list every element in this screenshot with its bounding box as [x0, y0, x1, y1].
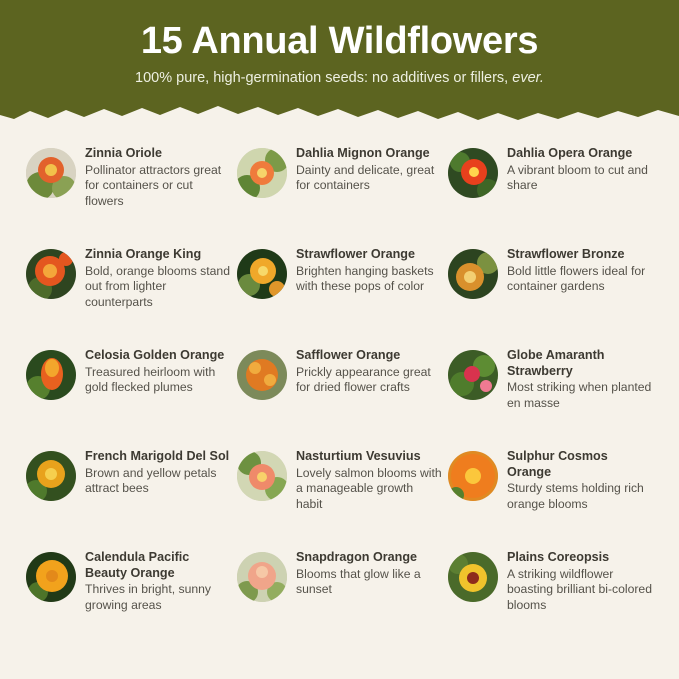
list-item[interactable]	[448, 241, 653, 342]
flower-name: Zinnia Oriole	[85, 146, 162, 160]
flower-description: Brighten hanging baskets with these pops of color	[296, 263, 434, 294]
flower-thumbnail-icon	[26, 249, 76, 299]
flower-text	[85, 550, 231, 613]
flower-text	[296, 247, 442, 295]
list-item[interactable]	[26, 443, 231, 544]
flower-thumbnail-icon	[237, 552, 287, 602]
flower-thumbnail-icon	[448, 451, 498, 501]
flower-name: Calendula Pacific Beauty Orange	[85, 550, 190, 580]
list-item[interactable]	[26, 544, 231, 645]
flower-thumbnail-icon	[448, 148, 498, 198]
flower-thumbnail-icon	[26, 552, 76, 602]
flower-name: Globe Amaranth Strawberry	[507, 348, 605, 378]
flower-description: Thrives in bright, sunny growing areas	[85, 582, 211, 612]
flower-text	[296, 348, 442, 396]
flower-name: Plains Coreopsis	[507, 550, 610, 564]
page-title: 15 Annual Wildflowers	[140, 20, 539, 62]
flower-thumbnail-icon	[26, 451, 76, 501]
list-item[interactable]	[448, 140, 653, 241]
flower-description: A vibrant bloom to cut and share	[507, 162, 648, 193]
flower-name: Zinnia Orange King	[85, 247, 202, 261]
flower-description: Blooms that glow like a sunset	[296, 566, 421, 597]
flower-description: Bold little flowers ideal for container gardens	[507, 263, 646, 294]
list-item[interactable]	[26, 140, 231, 241]
flower-description: Pollinator attractors great for containers or cut flowers	[85, 162, 222, 208]
flower-text	[507, 247, 653, 295]
flower-name: Snapdragon Orange	[296, 550, 418, 564]
flower-text	[85, 449, 231, 497]
flower-name: Celosia Golden Orange	[85, 348, 225, 362]
flower-description: Brown and yellow petals attract bees	[85, 465, 217, 496]
list-item[interactable]	[26, 342, 231, 443]
subtitle-plain: 100% pure, high-germination seeds: no additives or fillers,	[135, 70, 513, 86]
flower-text	[296, 449, 442, 512]
list-item[interactable]	[448, 342, 653, 443]
flower-text	[507, 550, 653, 613]
flower-name: Safflower Orange	[296, 348, 401, 362]
flower-name: Strawflower Bronze	[507, 247, 625, 261]
flower-name: Sulphur Cosmos Orange	[507, 449, 608, 479]
list-item[interactable]	[237, 544, 442, 645]
flower-description: A striking wildflower boasting brilliant bi-colored blooms	[507, 566, 652, 612]
flower-text	[85, 348, 231, 396]
flower-name: Strawflower Orange	[296, 247, 415, 261]
flower-thumbnail-icon	[237, 249, 287, 299]
flower-thumbnail-icon	[448, 249, 498, 299]
flower-text	[85, 146, 231, 209]
list-item[interactable]	[237, 342, 442, 443]
poster-header	[0, 0, 679, 126]
list-item[interactable]	[448, 443, 653, 544]
flower-name: Dahlia Opera Orange	[507, 146, 633, 160]
subtitle-emphasis: ever.	[512, 70, 544, 86]
torn-paper-edge-icon	[0, 101, 679, 126]
flower-text	[296, 146, 442, 194]
flower-thumbnail-icon	[448, 350, 498, 400]
list-item[interactable]	[237, 241, 442, 342]
flower-thumbnail-icon	[237, 451, 287, 501]
flower-description: Bold, orange blooms stand out from lighter counterparts	[85, 263, 230, 309]
flower-name: French Marigold Del Sol	[85, 449, 230, 463]
flower-description: Sturdy stems holding rich orange blooms	[507, 481, 644, 511]
flower-grid	[0, 140, 679, 645]
flower-name: Dahlia Mignon Orange	[296, 146, 430, 160]
flower-text	[507, 449, 653, 512]
flower-thumbnail-icon	[237, 148, 287, 198]
flower-thumbnail-icon	[26, 350, 76, 400]
flower-text	[507, 146, 653, 194]
list-item[interactable]	[448, 544, 653, 645]
flower-description: Most striking when planted en masse	[507, 380, 652, 410]
flower-description: Dainty and delicate, great for containers	[296, 162, 435, 193]
flower-description: Lovely salmon blooms with a manageable growth habit	[296, 465, 442, 511]
flower-text	[507, 348, 653, 411]
list-item[interactable]	[237, 443, 442, 544]
flower-name: Nasturtium Vesuvius	[296, 449, 421, 463]
flower-thumbnail-icon	[448, 552, 498, 602]
flower-thumbnail-icon	[26, 148, 76, 198]
flower-description: Prickly appearance great for dried flower crafts	[296, 364, 431, 395]
list-item[interactable]	[26, 241, 231, 342]
flower-text	[296, 550, 442, 598]
flower-text	[85, 247, 231, 310]
page-subtitle	[0, 68, 679, 88]
flower-description: Treasured heirloom with gold flecked plumes	[85, 364, 216, 395]
flower-thumbnail-icon	[237, 350, 287, 400]
list-item[interactable]	[237, 140, 442, 241]
